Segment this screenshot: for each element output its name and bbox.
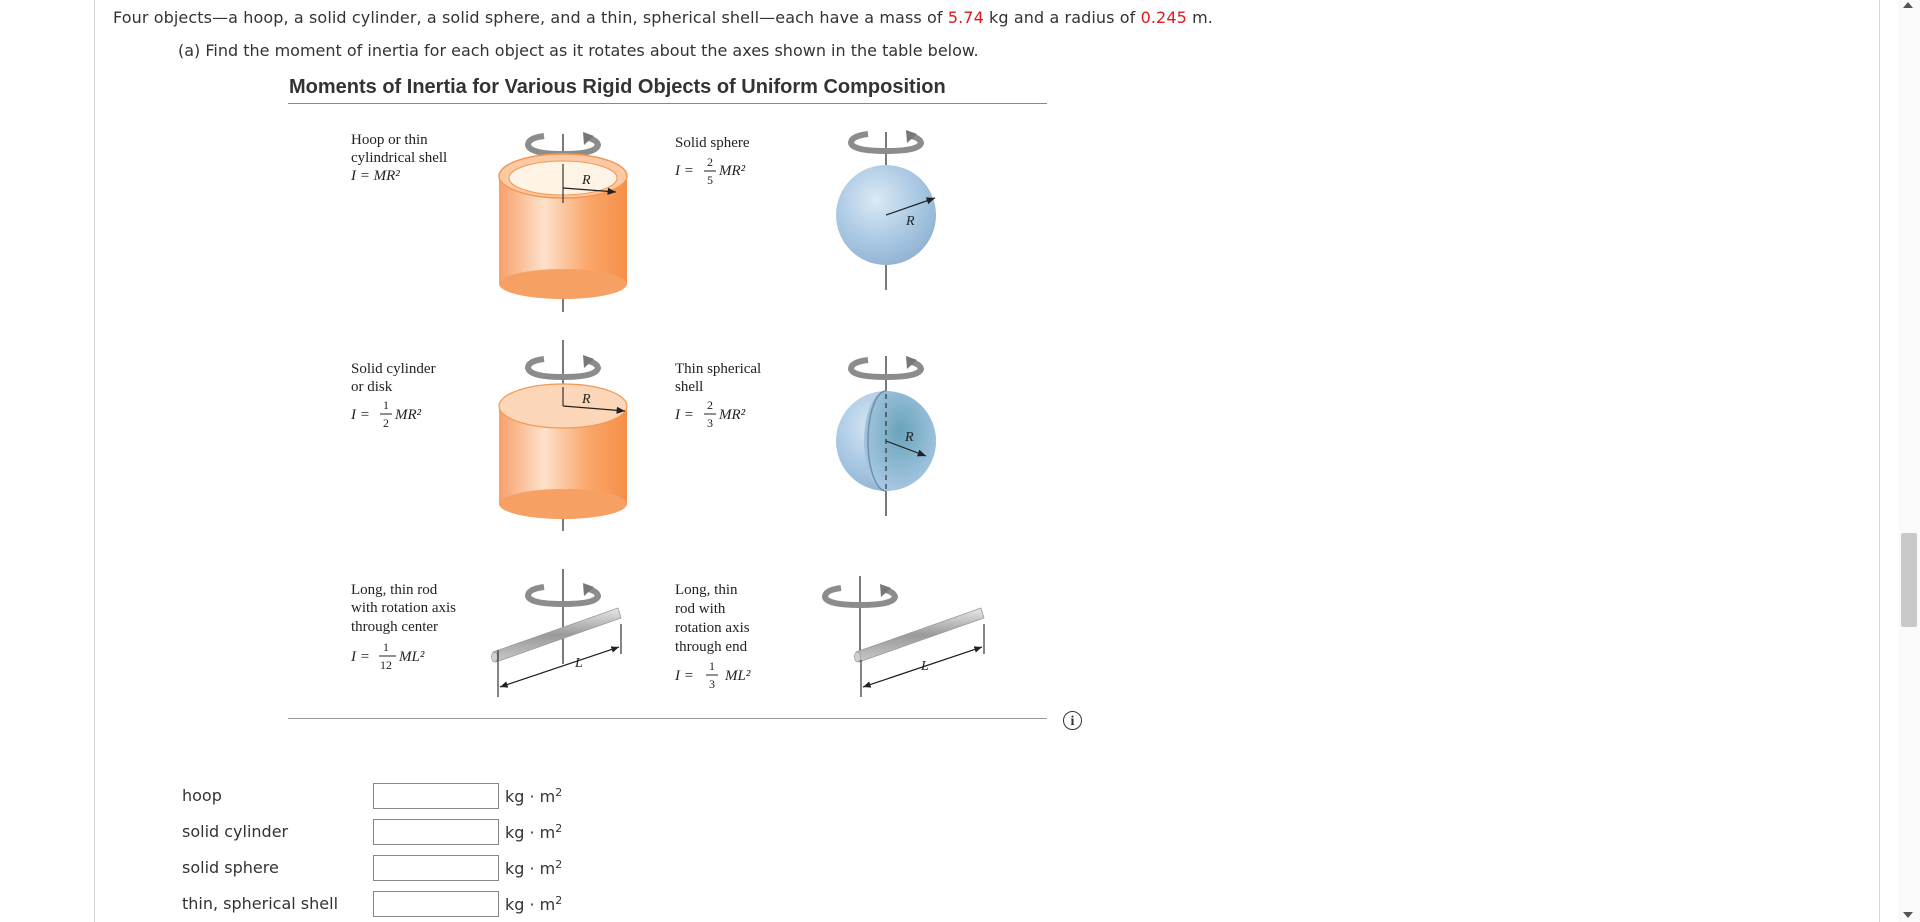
mass-value: 5.74	[947, 8, 984, 27]
thin-shell-formula-prefix: I =	[675, 407, 694, 423]
solid-cylinder-label-line2: or disk	[351, 379, 393, 395]
solid-cylinder-fraction-num: 1	[383, 398, 389, 412]
rod-center-fraction-den: 12	[380, 658, 392, 672]
hoop-label-line2: cylindrical shell	[351, 150, 448, 166]
rod-center-label-line1: Long, thin rod	[351, 582, 438, 598]
hoop-label	[350, 132, 447, 184]
rod-center-formula-tail: ML²	[399, 649, 425, 665]
part-a-question: (a) Find the moment of inertia for each object as it rotates about the axes shown in the table below.	[178, 41, 979, 60]
thin-shell-fraction-den: 3	[707, 416, 713, 430]
table-bottom-rule	[288, 718, 1047, 719]
thin-shell-illustration	[836, 356, 936, 516]
hoop-answer-input[interactable]	[373, 783, 499, 809]
problem-intro-text: Four objects—a hoop, a solid cylinder, a solid sphere, and a thin, spherical shell—each have a mass of	[113, 8, 943, 27]
solid-sphere-illustration	[836, 130, 936, 290]
answer-label: solid cylinder	[182, 822, 289, 841]
hoop-illustration	[499, 132, 627, 312]
rod-end-label	[674, 582, 751, 691]
solid-sphere-label-line1: Solid sphere	[675, 135, 750, 151]
answer-label: thin, spherical shell	[182, 894, 339, 913]
rod-center-label-line2: with rotation axis	[351, 600, 456, 616]
problem-statement	[113, 8, 1213, 27]
cylinder-radius-label: R	[582, 392, 591, 407]
rod-end-label-line1: Long, thin	[675, 582, 738, 598]
thin-shell-answer-input[interactable]	[373, 891, 499, 917]
table-title: Moments of Inertia for Various Rigid Objects of Uniform Composition	[289, 76, 946, 98]
thin-shell-formula-tail: MR²	[719, 407, 746, 423]
thin-shell-label	[674, 361, 761, 430]
scrollbar-thumb[interactable]	[1901, 533, 1917, 627]
rod-end-illustration	[825, 576, 984, 697]
rod-end-formula-tail: ML²	[725, 668, 751, 684]
moments-of-inertia-figure	[288, 104, 1048, 718]
solid-cylinder-fraction-den: 2	[383, 416, 389, 430]
hoop-radius-label: R	[582, 173, 591, 188]
rod-center-illustration	[492, 569, 622, 697]
rod-center-label	[350, 582, 456, 672]
problem-end-text: m.	[1192, 8, 1213, 27]
solid-sphere-formula-tail: MR²	[719, 163, 746, 179]
rod-center-formula-prefix: I =	[351, 649, 370, 665]
rod-end-fraction-num: 1	[709, 659, 715, 673]
thin-shell-label-line1: Thin spherical	[675, 361, 762, 377]
solid-sphere-fraction-den: 5	[707, 173, 713, 187]
scroll-up-icon[interactable]	[1903, 2, 1913, 8]
problem-mid-text: kg and a radius of	[989, 8, 1136, 27]
solid-sphere-label	[674, 135, 750, 187]
solid-sphere-fraction-num: 2	[707, 155, 713, 169]
answer-unit: kg · $m^2$	[505, 822, 563, 842]
answer-unit: kg · $m^2$	[505, 786, 563, 806]
shell-radius-label: R	[905, 430, 914, 445]
solid-cylinder-label	[350, 361, 436, 430]
rod-center-label-line3: through center	[351, 619, 439, 635]
thin-shell-label-line2: shell	[675, 379, 704, 395]
solid-cylinder-label-line1: Solid cylinder	[351, 361, 436, 377]
solid-sphere-formula-prefix: I =	[675, 163, 694, 179]
solid-cylinder-formula-prefix: I =	[351, 407, 370, 423]
radius-value: 0.245	[1140, 8, 1187, 27]
rod-end-length-label: L	[921, 659, 929, 674]
hoop-label-line1: Hoop or thin	[351, 132, 428, 148]
thin-shell-fraction-num: 2	[707, 398, 713, 412]
rod-end-label-line2: rod with	[675, 601, 726, 617]
vertical-scrollbar[interactable]	[1898, 0, 1920, 922]
answer-label: solid sphere	[182, 858, 279, 877]
rod-center-fraction-num: 1	[383, 640, 389, 654]
rod-center-length-label: L	[575, 656, 583, 671]
solid-cylinder-illustration	[499, 340, 627, 531]
scroll-down-icon[interactable]	[1903, 912, 1913, 918]
answer-unit: kg · $m^2$	[505, 858, 563, 878]
rod-end-label-line3: rotation axis	[675, 620, 750, 636]
sphere-radius-label: R	[906, 214, 915, 229]
rod-end-fraction-den: 3	[709, 677, 715, 691]
answer-unit: kg · $m^2$	[505, 894, 563, 914]
solid-cylinder-answer-input[interactable]	[373, 819, 499, 845]
solid-sphere-answer-input[interactable]	[373, 855, 499, 881]
rod-end-formula-prefix: I =	[675, 668, 694, 684]
rod-end-label-line4: through end	[675, 639, 748, 655]
answer-label: hoop	[182, 786, 222, 805]
solid-cylinder-formula-tail: MR²	[395, 407, 422, 423]
hoop-formula: I = MR²	[351, 168, 400, 184]
info-icon[interactable]: i	[1063, 711, 1082, 730]
